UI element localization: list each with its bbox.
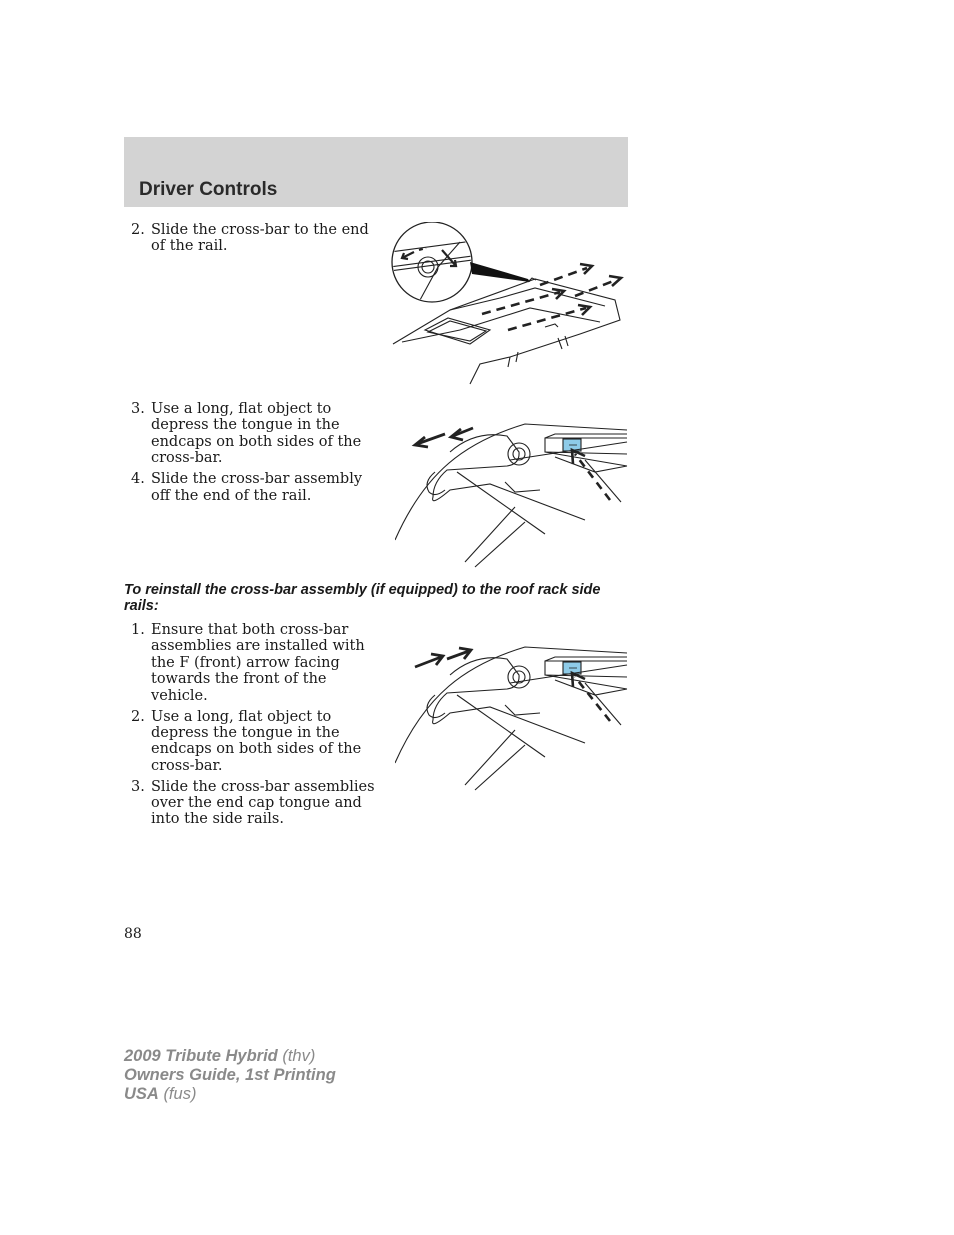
step-text: Use a long, flat object to depress the tongue in the endcaps on both sides of the cross-bar. (151, 708, 362, 774)
cross-bar-removal-illustration (395, 412, 630, 572)
list-item (124, 401, 380, 467)
footer-line-1 (124, 1047, 336, 1066)
step-text: Slide the cross-bar assembly off the end of the rail. (151, 471, 363, 504)
step-text: Slide the cross-bar to the end of the rail. (151, 222, 369, 255)
footer-market-code: (fus) (163, 1085, 197, 1103)
step-number: 3. (131, 778, 145, 795)
list-item (124, 471, 380, 504)
footer-line-3 (124, 1085, 336, 1104)
footer-edition: Owners Guide, 1st Printing (124, 1066, 336, 1084)
list-item (124, 709, 380, 775)
section-title: Driver Controls (139, 179, 278, 200)
page-number: 88 (124, 926, 142, 942)
step-number: 3. (131, 401, 145, 417)
step-number: 2. (131, 222, 145, 238)
reinstall-heading: To reinstall the cross-bar assembly (if equipped) to the roof rack side rails: (124, 582, 601, 614)
document-footer (124, 1047, 336, 1104)
steps-list-remove-2 (124, 401, 380, 508)
step-text: Ensure that both cross-bar assemblies are installed with the F (front) arrow facing towards the front of the vehicle. (151, 622, 365, 704)
step-text: Slide the cross-bar assemblies over the end cap tongue and into the side rails. (151, 778, 375, 828)
list-item (124, 622, 380, 704)
footer-market: USA (124, 1085, 159, 1103)
step-number: 1. (131, 622, 145, 638)
list-item (124, 222, 380, 255)
steps-list-reinstall (124, 622, 380, 832)
footer-model-code: (thv) (282, 1047, 316, 1065)
cross-bar-reinstall-illustration (395, 635, 630, 795)
step-number: 4. (131, 471, 145, 488)
section-header-band (124, 137, 628, 207)
step-number: 2. (131, 708, 145, 725)
cross-bar-slide-illustration (390, 222, 630, 387)
list-item (124, 779, 380, 828)
footer-model: 2009 Tribute Hybrid (124, 1047, 278, 1065)
footer-line-2 (124, 1066, 336, 1085)
step-text: Use a long, flat object to depress the tongue in the endcaps on both sides of the cross-bar. (151, 401, 362, 467)
steps-list-remove-1 (124, 222, 380, 259)
